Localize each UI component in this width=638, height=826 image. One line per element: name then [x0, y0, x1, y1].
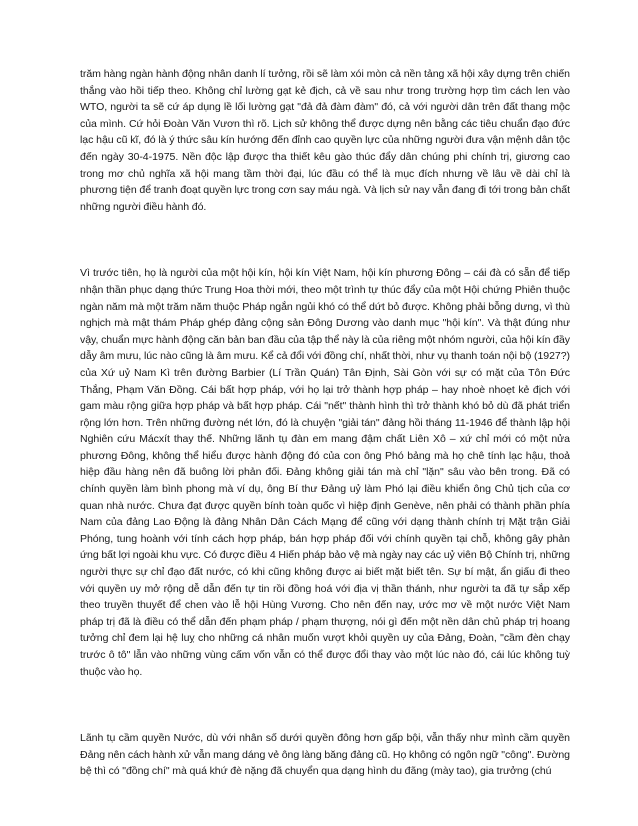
paragraph-3: Lãnh tụ cầm quyền Nước, dù với nhân số dưới quyền đông hơn gấp bội, vẫn thấy như mình cầm quyền Đảng nên cách hành xử vẫn mang dáng vẻ ông làng băng đảng cũ. Họ không có ngôn ngữ "công". Đường bệ thì có "đồng chí" mà quá khứ đè nặng đã chuyển qua dạng hình du đãng (mày tao), gia trưởng (chú	[80, 732, 570, 778]
paragraph-2: Vì trước tiên, họ là người của một hội kín, hội kín Việt Nam, hội kín phương Đông – cái đà có sẵn để tiếp nhận thần phục dạng thức Trung Hoa thời mới, theo một trình tự thúc đẩy của một Hội chứng Phiên thuộc ngàn năm mà một trăm năm thuộc Pháp ngắn ngủi khó có thể dứt bỏ được. Không phải bỗng dưng, vì thù nghịch mà mật thám Pháp ghép đảng cộng sản Đông Dương vào danh mục "hội kín". Và thật đúng như vậy, chuẩn mực hành động căn bản ban đầu của tập thể này là của riêng một nhóm người, của hội kín đầy dẫy âm mưu, lúc nào cũng là âm mưu. Kể cả đổi với đồng chí, nhất thời, như vụ thanh toán nội bộ (1927?) của Xứ uỷ Nam Kì trên đường Barbier (Lí Trần Quán) Tân Định, Sài Gòn với sự có mặt của Tôn Đức Thắng, Phạm Văn Đồng. Cái bất hợp pháp, với họ lại trở thành hợp pháp – hay nhoè nhoẹt kẻ địch với gam màu rộng giữa hợp pháp và bất hợp pháp. Cái "nết" thành hình thì trở thành khó bỏ dù đã phát triển rộng lớn hơn. Trên những đường nét lớn, đó là chuyện "giải tán" đảng hồi tháng 11-1946 để thành lập hội Nghiên cứu Mácxít thay thế. Những lãnh tụ đàn em mang đậm chất Liên Xô – xứ chỉ mới có một nửa phương Đông, không thể hiểu được hành động đó của con ông Phó bảng mà họ chê tính lạc hậu, thoả hiệp đầu hàng nên đã buông lời phản đối. Đảng không giải tán mà chỉ "lặn" sâu vào bên trong. Đã có chính quyền làm bình phong mà ví dụ, ông Bí thư Đảng uỷ làm Phó lại điều khiển ông Chủ tịch của cơ quan nhà nước. Chưa đạt được quyền bính toàn quốc vì hiệp định Genève, nên phải có thành phần phía Nam của đảng Lao Động là đảng Nhân Dân Cách Mạng để cũng với dạng thành chính trị Mặt trận Giải Phóng, tung hoành với tính cách hợp pháp, bán hợp pháp đối với chính quyền tại chỗ, không gây phản ứng bất lợi ngoài khu vực. Có được điều 4 Hiến pháp bảo vệ mà ngày nay các uỷ viên Bộ Chính trị, những người thực sự chỉ đạo đất nước, có khi cũng không được ai biết mặt biết tên. Sự bí mật, ẩn giấu đi theo với quyền uy mở rộng dễ dẫn đến tự tin rồi đồng hoá với địa vị thần thánh, như người ta đã tự sắp xếp theo truyền thuyết để chen vào lễ hội Hùng Vương. Cho nên đến nay, ước mơ về một nước Việt Nam pháp trị đã là điều có thể dẫn đến phạm pháp / phạm thượng, nói gì đến một nền dân chủ pháp trị hoang tưởng chỉ đem lại hệ luỵ cho những cá nhân muốn vượt khỏi quyền uy của Đảng, Đoàn, "cầm đèn chạy trước ô tô" lẫn vào những vùng cấm vốn vẫn có thể được đổi thay vào một lúc nào đó, cái lúc không tuỳ thuộc vào họ.	[80, 267, 570, 678]
paragraph-1: trăm hàng ngàn hành động nhân danh lí tưởng, rồi sẽ làm xói mòn cả nền tảng xã hội xây dựng trên chiến thắng vào hồi tiếp theo. Không chỉ lường gạt kẻ địch, cả về sau như trong trường hợp tìm cách len vào WTO, người ta sẽ cứ áp dụng lề lối lường gạt "đả đả đàm đàm" đó, cả với người dân trên đất thang mộc của mình. Cứ hỏi Đoàn Văn Vươn thì rõ. Lịch sử không thể được dựng nên bằng các tiêu chuẩn đạo đức lạc hậu cũ kĩ, đó là ý thức sâu kín hướng đến đỉnh cao quyền lực của những người đưa vận mệnh dân tộc đến ngày 30-4-1975. Nền độc lập được tha thiết kêu gào thúc đẩy dân chúng phi chính trị, giương cao trong mơ chủ nghĩa xã hội mang tầm thời đại, lúc đầu có thể là mục đích nhưng về lâu về dài chỉ là phương tiện để tranh đoạt quyền lực trong cơn say máu ngà. Và lịch sử nay vẫn đang đi tới trong bản chất những người điều hành đó.	[80, 68, 570, 213]
text-column	[80, 66, 570, 780]
